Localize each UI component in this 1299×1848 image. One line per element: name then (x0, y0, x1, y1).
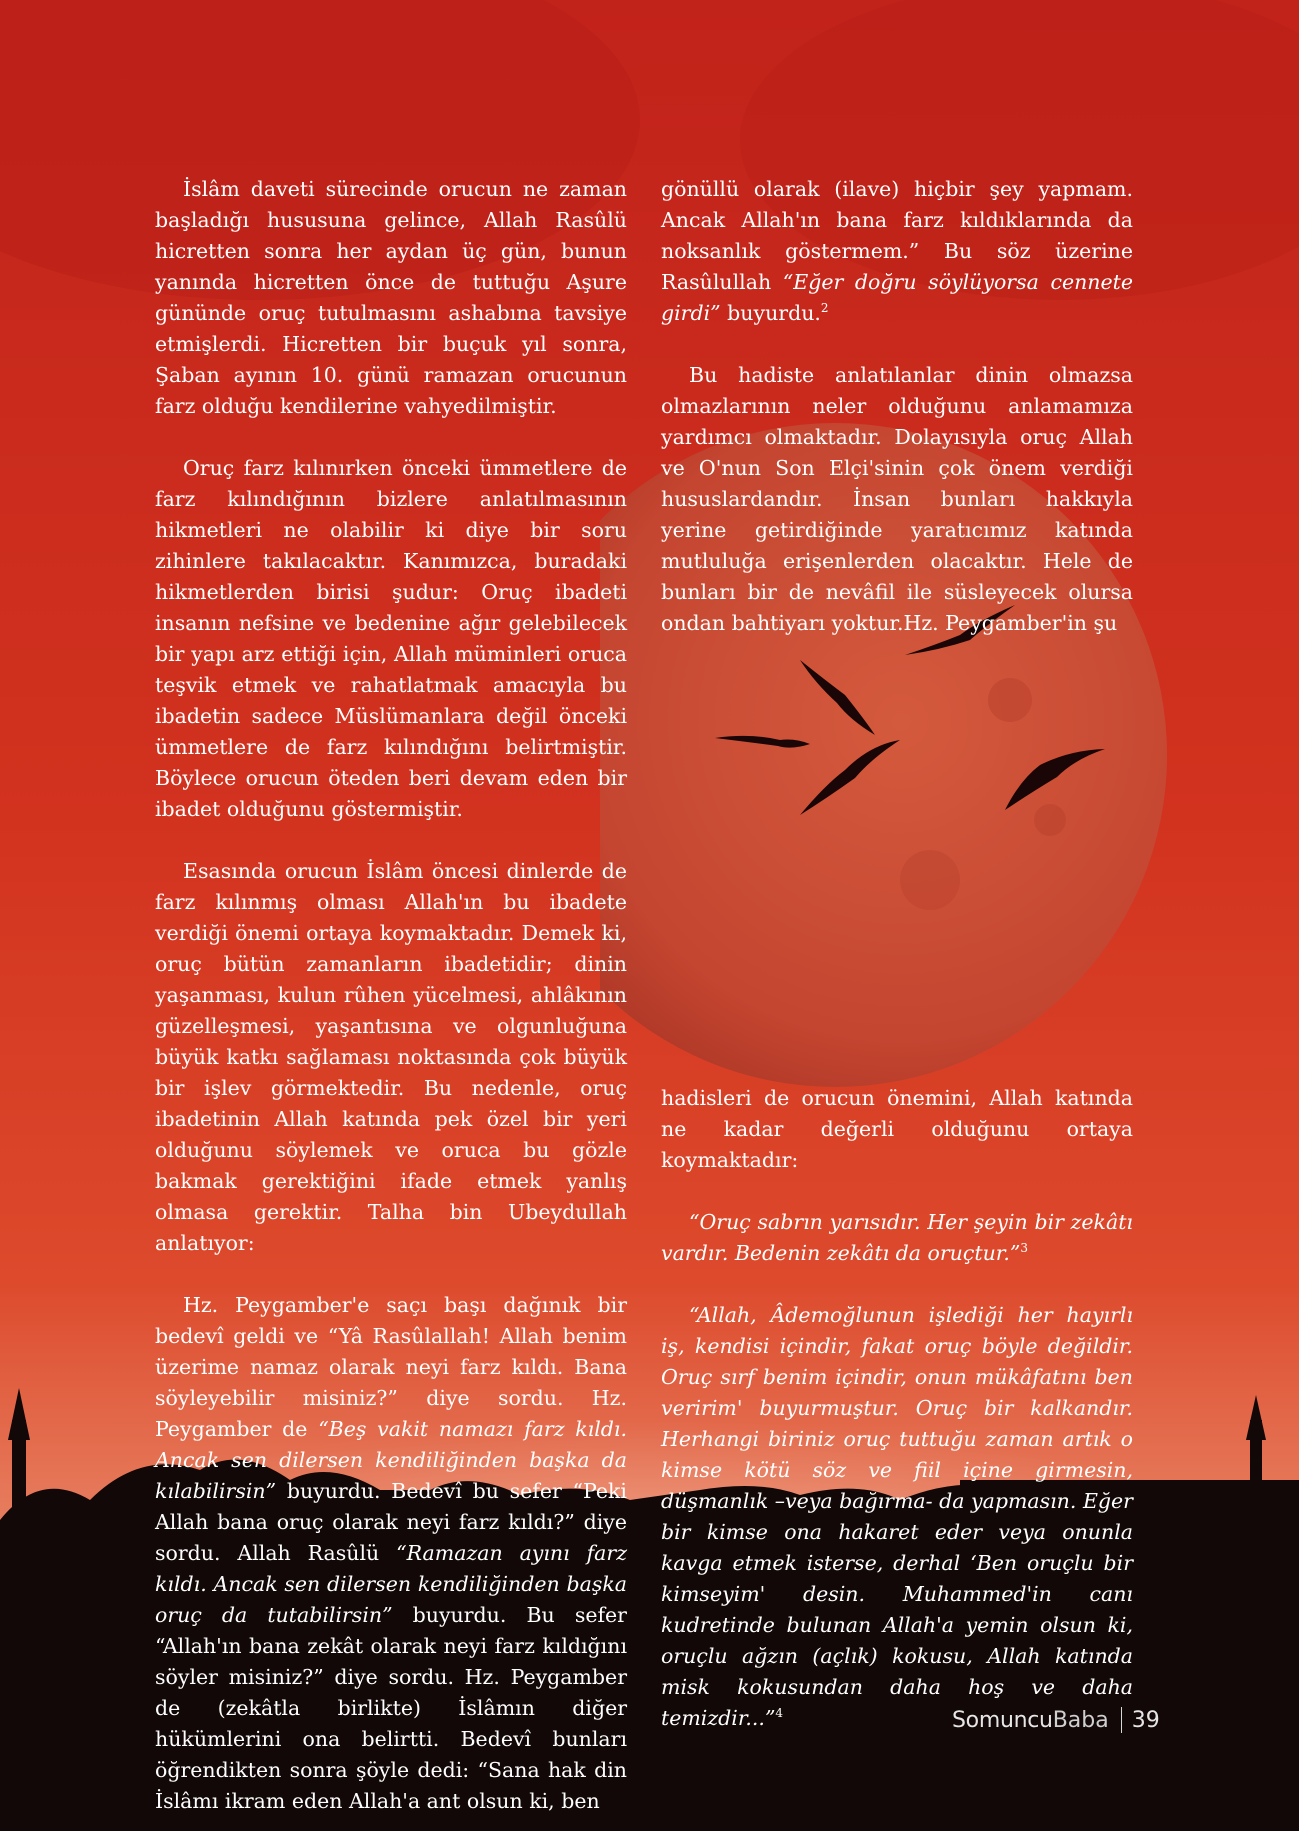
hadith-quote: “Ramazan ayını farz kıldı. Ancak sen dilersen kendiliğinden başka oruç da tutabilirsin” (155, 1541, 627, 1627)
page-footer (952, 1702, 1160, 1738)
text-run: Hz. Peygamber'e saçı başı dağınık bir bedevî geldi ve “Yâ Rasûlallah! Allah benim üzerime namaz olarak neyi farz kıldı. Bana söyleyebilir misiniz?” diye sordu. Hz. Peygamber de (155, 1293, 627, 1441)
footer-divider (1121, 1707, 1122, 1733)
hadith-quote: “Beş vakit namazı farz kıldı. Ancak sen dilersen kendiliğinden başka da kılabilirsin” (155, 1417, 627, 1503)
footnote-marker: 2 (820, 301, 829, 316)
text-run: buyurdu. (720, 301, 821, 325)
paragraph: İslâm daveti sürecinde orucun ne zaman başladığı hususuna gelince, Allah Rasûlü hicretten sonra her aydan üç gün, bunun yanında hicretten önce de tuttuğu Aşure gününde oruç tutulmasını ashabına tavsiye etmişlerdi. Hicretten bir buçuk yıl sonra, Şaban ayının 10. günü ramazan orucunun farz olduğu kendilerine vahyedilmiştir. (155, 177, 627, 418)
hadith-quote: “Allah, Âdemoğlunun işlediği her hayırlı iş, kendisi içindir, fakat oruç böyle değildir. Oruç sırf benim içindir, onun mükâfatını ben veririm' buyurmuştur. Oruç bir kalkandır. Herhangi biriniz oruç tuttuğu zaman artık o kimse kötü söz ve fiil içine girmesin, düşmanlık –veya bağırma- da yapmasın. Eğer bir kimse ona hakaret eder veya onunla kavga etmek isterse, derhal ‘Ben oruçlu bir kimseyim' desin. Muhammed'in canı kudretinde bulunan Allah'a yemin olsun ki, oruçlu ağzın (açlık) kokusu, Allah katında misk kokusundan daha hoş ve daha temizdir...” (661, 1303, 1133, 1730)
paragraph (155, 1290, 627, 1817)
paragraph: Esasında orucun İslâm öncesi dinlerde de farz kılınmış olması Allah'ın bu ibadete verdiği önemi ortaya koymaktadır. Demek ki, oruç bütün zamanların ibadetidir; dinin yaşanması, kulun rûhen yücelmesi, ahlâkının güzelleşmesi, yaşantısına ve olgunluğuna büyük katkı sağlaması noktasında çok büyük bir işlev görmektedir. Bu nedenle, oruç ibadetinin Allah katında pek özel bir yeri olduğunu söylemek ve oruca bu gözle bakmak gerektiğini ifade etmek yanlış olmasa gerektir. Talha bin Ubeydullah anlatıyor: (155, 859, 627, 1255)
text-run: buyurdu. Bedevî bu sefer “Peki Allah bana oruç olarak neyi farz kıldı?” diye sordu. Allah Rasûlü (155, 1479, 627, 1565)
text-column-right-top (661, 174, 1133, 670)
hadith-quote-paragraph (661, 1300, 1133, 1734)
paragraph (661, 174, 1133, 329)
hadith-quote-paragraph (661, 1207, 1133, 1269)
text-run: gönüllü olarak (ilave) hiçbir şey yapmam. Ancak Allah'ın bana farz kıldıklarında da noksanlık göstermem.” Bu söz üzerine Rasûlullah (661, 177, 1133, 294)
text-column-left (155, 174, 627, 1848)
page-number: 39 (1131, 1707, 1160, 1733)
magazine-brand-suffix: Baba (1052, 1707, 1109, 1733)
hadith-quote: “Oruç sabrın yarısıdır. Her şeyin bir zekâtı vardır. Bedenin zekâtı da oruçtur.” (661, 1210, 1133, 1265)
magazine-brand: Somuncu (952, 1707, 1053, 1733)
paragraph: Oruç farz kılınırken önceki ümmetlere de farz kılındığının bizlere anlatılmasının hikmetleri ne olabilir ki diye bir soru zihinlere takılacaktır. Kanımızca, buradaki hikmetlerden birisi şudur: Oruç ibadeti insanın nefsine ve bedenine ağır gelebilecek bir yapı arz ettiği için, Allah müminleri oruca teşvik etmek ve rahatlatmak amacıyla bu ibadetin sadece Müslümanlara değil önceki ümmetlere de farz kılındığını belirtmiştir. Böylece orucun öteden beri devam eden bir ibadet olduğunu göstermiştir. (155, 456, 627, 821)
text-run: buyurdu. Bu sefer “Allah'ın bana zekât olarak neyi farz kıldığını söyler misiniz?” diye sordu. Hz. Peygamber de (zekâtla birlikte) İslâmın diğer hükümlerini ona belirtti. Bedevî bunları öğrendikten sonra şöyle dedi: “Sana hak din İslâmı ikram eden Allah'a ant olsun ki, ben (155, 1603, 627, 1813)
text-column-right-bottom (661, 1083, 1133, 1765)
footnote-marker: 3 (1020, 1241, 1028, 1256)
footnote-marker: 4 (775, 1706, 784, 1721)
paragraph: Bu hadiste anlatılanlar dinin olmazsa olmazlarının neler olduğunu anlamamıza yardımcı olmaktadır. Dolayısıyla oruç Allah ve O'nun Son Elçi'sinin çok önem verdiği hususlardandır. İnsan bunları hakkıyla yerine getirdiğinde yaratıcımız katında mutluluğa erişenlerden olacaktır. Hele de bunları bir de nevâfil ile süsleyecek olursa ondan bahtiyarı yoktur.Hz. Peygamber'in şu (661, 363, 1133, 635)
paragraph: hadisleri de orucun önemini, Allah katında ne kadar değerli olduğunu ortaya koymaktadır: (661, 1086, 1133, 1172)
hadith-quote: “Eğer doğru söylüyorsa cennete girdi” (661, 270, 1133, 325)
